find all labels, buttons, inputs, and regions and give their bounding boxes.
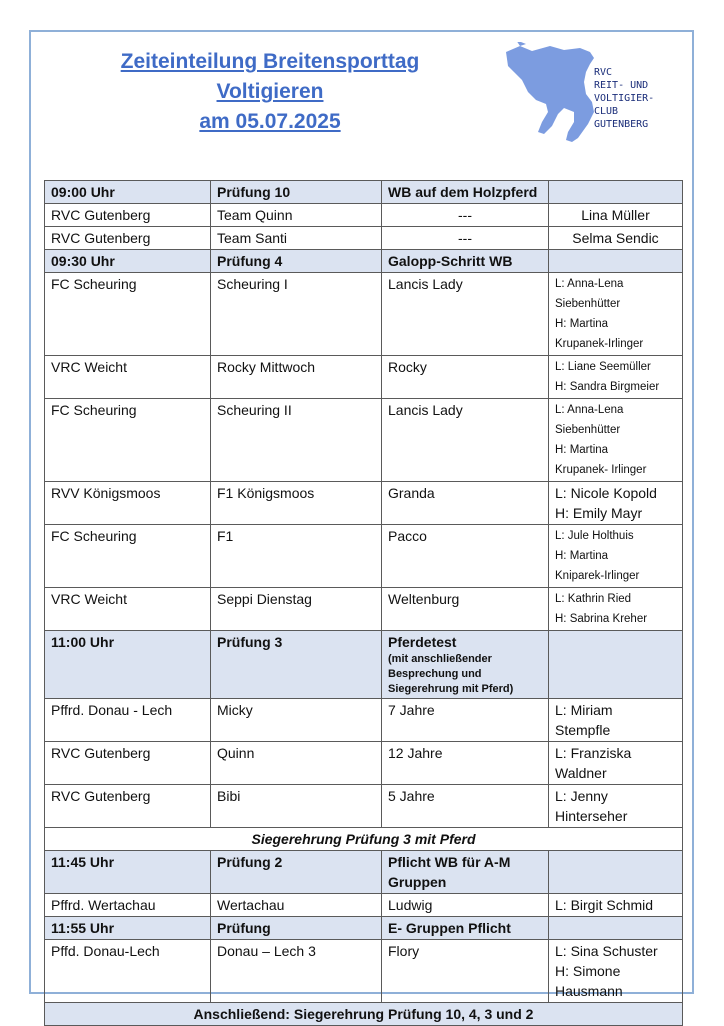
horse-cell: Ludwig [382, 894, 549, 917]
logo-line: GUTENBERG [594, 119, 649, 130]
club-cell: RVV Königsmoos [45, 482, 211, 525]
table-row [45, 894, 683, 917]
block-header-row [45, 250, 683, 273]
table-row [45, 785, 683, 828]
person-line: Siebenhütter [555, 424, 621, 436]
people-cell [549, 482, 683, 525]
people-cell [549, 227, 683, 250]
person-line: L: Anna-Lena [555, 404, 624, 416]
team-cell: Seppi Dienstag [211, 588, 382, 631]
horse-cell: 12 Jahre [382, 742, 549, 785]
ceremony-row [45, 828, 683, 851]
title-line-3: am 05.07.2025 [199, 110, 341, 133]
people-cell [549, 356, 683, 399]
block-header-row [45, 917, 683, 940]
person-line: L: Anna-Lena [555, 278, 624, 290]
block-name: WB auf dem Holzpferd [382, 181, 549, 204]
block-empty [549, 917, 683, 940]
horse-cell: 5 Jahre [382, 785, 549, 828]
horse-cell: Flory [382, 940, 549, 1003]
table-row [45, 940, 683, 1003]
table-row [45, 699, 683, 742]
block-empty [549, 851, 683, 894]
block-name: Pferdetest [388, 634, 457, 650]
block-time: 09:30 Uhr [45, 250, 211, 273]
block-name: Galopp-Schritt WB [382, 250, 549, 273]
person-line: L: Miriam [555, 702, 613, 718]
person-line: Hausmann [555, 983, 623, 999]
block-exam: Prüfung 2 [211, 851, 382, 894]
person-line: Hinterseher [555, 808, 628, 824]
table-row [45, 525, 683, 588]
club-cell: RVC Gutenberg [45, 785, 211, 828]
horse-cell: Weltenburg [382, 588, 549, 631]
title-line-1: Zeiteinteilung Breitensporttag [120, 50, 420, 73]
people-cell [549, 399, 683, 482]
block-header-row [45, 181, 683, 204]
block-header-row [45, 851, 683, 894]
club-cell: RVC Gutenberg [45, 204, 211, 227]
horse-cell: Rocky [382, 356, 549, 399]
club-cell: Pffrd. Donau - Lech [45, 699, 211, 742]
team-cell: Rocky Mittwoch [211, 356, 382, 399]
club-cell: FC Scheuring [45, 525, 211, 588]
block-time: 11:45 Uhr [45, 851, 211, 894]
horse-cell: Pacco [382, 525, 549, 588]
table-row [45, 273, 683, 356]
person-line: H: Sabrina Kreher [555, 613, 648, 625]
logo-line: REIT- UND [594, 80, 649, 91]
person-line: H: Simone [555, 963, 621, 979]
person-line: L: Sina Schuster [555, 943, 658, 959]
block-name: E- Gruppen Pflicht [382, 917, 549, 940]
team-cell: Scheuring I [211, 273, 382, 356]
person-line: L: Jule Holthuis [555, 530, 634, 542]
logo-line: CLUB [594, 106, 619, 117]
club-cell: RVC Gutenberg [45, 227, 211, 250]
person-line: Kniparek-Irlinger [555, 570, 640, 582]
page-title [80, 47, 460, 137]
block-empty [549, 181, 683, 204]
club-cell: VRC Weicht [45, 356, 211, 399]
people-cell [549, 742, 683, 785]
person-line: L: Nicole Kopold [555, 485, 657, 501]
table-row [45, 588, 683, 631]
horse-cell: Lancis Lady [382, 399, 549, 482]
block-empty [549, 631, 683, 699]
club-cell: Pffd. Donau-Lech [45, 940, 211, 1003]
block-header-row [45, 631, 683, 699]
table-row [45, 204, 683, 227]
table-row [45, 227, 683, 250]
club-cell: RVC Gutenberg [45, 742, 211, 785]
person-line: Krupanek-Irlinger [555, 338, 644, 350]
block-time: 11:00 Uhr [45, 631, 211, 699]
person-line: Waldner [555, 765, 607, 781]
people-cell [549, 273, 683, 356]
people-cell [549, 894, 683, 917]
team-cell: F1 Königsmoos [211, 482, 382, 525]
block-time: 09:00 Uhr [45, 181, 211, 204]
person-line: L: Liane Seemüller [555, 361, 651, 373]
person-line: H: Emily Mayr [555, 505, 643, 521]
schedule-table [44, 180, 683, 1026]
club-cell: VRC Weicht [45, 588, 211, 631]
table-row [45, 482, 683, 525]
person-line: L: Jenny [555, 788, 608, 804]
team-cell: Wertachau [211, 894, 382, 917]
final-text: Anschließend: Siegerehrung Prüfung 10, 4, 3 und 2 [45, 1003, 683, 1026]
person-line: H: Martina [555, 550, 609, 562]
horse-cell: Lancis Lady [382, 273, 549, 356]
block-exam: Prüfung 4 [211, 250, 382, 273]
team-cell: Micky [211, 699, 382, 742]
team-cell: Quinn [211, 742, 382, 785]
team-cell: Donau – Lech 3 [211, 940, 382, 1003]
block-exam: Prüfung [211, 917, 382, 940]
team-cell: Scheuring II [211, 399, 382, 482]
person-line: Siebenhütter [555, 298, 621, 310]
horse-cell: Granda [382, 482, 549, 525]
logo-line: VOLTIGIER- [594, 93, 655, 104]
horse-cell: --- [382, 227, 549, 250]
team-cell: Team Quinn [211, 204, 382, 227]
people-cell [549, 525, 683, 588]
block-name: Pflicht WB für A-M Gruppen [382, 851, 549, 894]
people-cell [549, 940, 683, 1003]
person-line: Krupanek- Irlinger [555, 464, 647, 476]
person-line: L: Kathrin Ried [555, 593, 632, 605]
logo-text [594, 66, 654, 131]
person-line: Lina Müller [581, 207, 650, 223]
block-exam: Prüfung 10 [211, 181, 382, 204]
people-cell [549, 785, 683, 828]
table-row [45, 742, 683, 785]
block-note: (mit anschließender Besprechung und Siegerehrung mit Pferd) [388, 653, 514, 695]
title-line-2: Voltigieren [216, 80, 324, 103]
final-row [45, 1003, 683, 1026]
table-row [45, 356, 683, 399]
people-cell [549, 699, 683, 742]
people-cell [549, 588, 683, 631]
club-cell: Pffrd. Wertachau [45, 894, 211, 917]
team-cell: F1 [211, 525, 382, 588]
person-line: Stempfle [555, 722, 611, 738]
person-line: L: Birgit Schmid [555, 897, 654, 913]
person-line: Selma Sendic [572, 230, 659, 246]
block-empty [549, 250, 683, 273]
person-line: H: Sandra Birgmeier [555, 381, 660, 393]
block-exam: Prüfung 3 [211, 631, 382, 699]
person-line: L: Franziska [555, 745, 632, 761]
team-cell: Team Santi [211, 227, 382, 250]
club-cell: FC Scheuring [45, 399, 211, 482]
block-time: 11:55 Uhr [45, 917, 211, 940]
table-row [45, 399, 683, 482]
people-cell [549, 204, 683, 227]
ceremony-text: Siegerehrung Prüfung 3 mit Pferd [45, 828, 683, 851]
person-line: H: Martina [555, 444, 609, 456]
person-line: H: Martina [555, 318, 609, 330]
horse-cell: --- [382, 204, 549, 227]
club-cell: FC Scheuring [45, 273, 211, 356]
team-cell: Bibi [211, 785, 382, 828]
horse-cell: 7 Jahre [382, 699, 549, 742]
block-name-cell [382, 631, 549, 699]
logo-line: RVC [594, 67, 613, 78]
